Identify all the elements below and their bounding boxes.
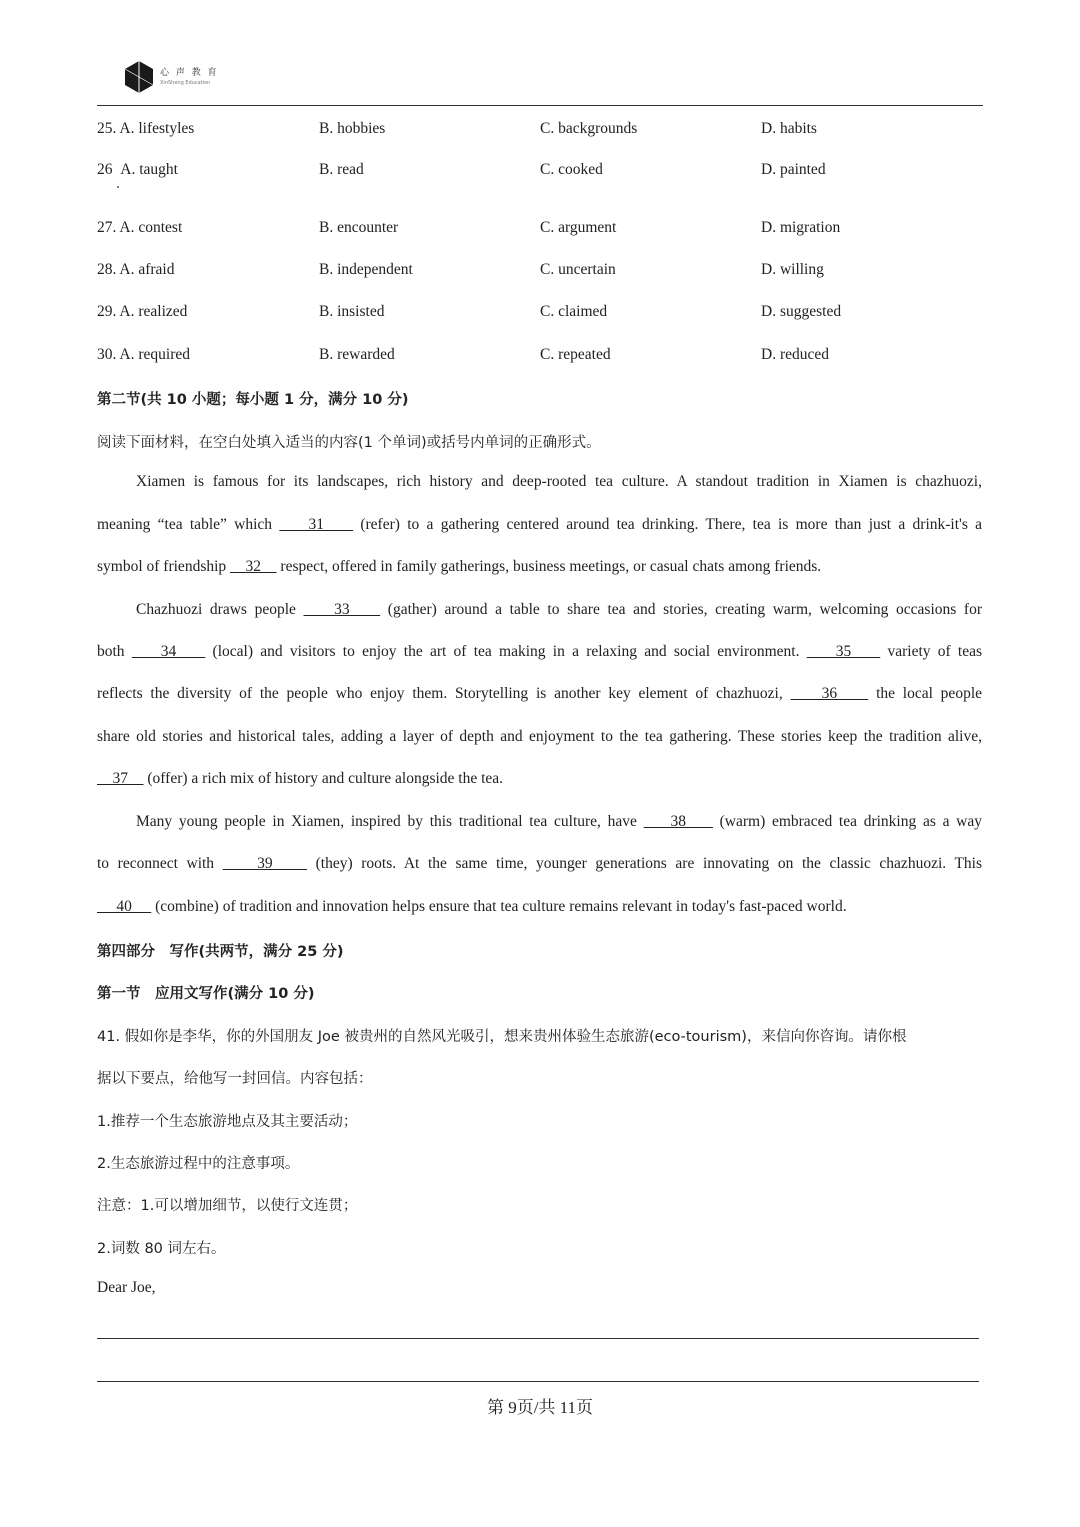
option-d: D. painted <box>761 161 826 178</box>
question-number: 30. <box>97 346 117 363</box>
header-rule <box>97 105 983 106</box>
question-number: 29. <box>97 303 117 320</box>
option-c: C. uncertain <box>540 261 616 278</box>
option-c: C. claimed <box>540 303 608 320</box>
note-line-2: 2.词数 80 词左右。 <box>97 1241 226 1257</box>
logo-hexagon-icon <box>124 60 154 94</box>
option-b: B. rewarded <box>319 346 395 363</box>
logo-en-text: XinSheng Education <box>160 79 211 86</box>
blank-38[interactable]: 38 <box>643 813 713 830</box>
question-41-line2: 据以下要点，给他写一封回信。内容包括： <box>97 1071 373 1087</box>
passage-line: Many young people in Xiamen, inspired by this traditional tea culture, have 38 (warm) embraced tea drinking as a way <box>136 813 983 830</box>
part4-title: 第四部分 写作(共两节，满分 25 分) <box>97 944 344 960</box>
blank-32[interactable]: 32 <box>230 558 277 575</box>
writing-line[interactable] <box>97 1338 979 1339</box>
option-a: A. lifestyles <box>119 120 195 137</box>
option-c: C. cooked <box>540 161 603 178</box>
option-d: D. willing <box>761 261 824 278</box>
part4-section1-title: 第一节 应用文写作(满分 10 分) <box>97 986 315 1002</box>
option-b: B. hobbies <box>319 120 386 137</box>
option-a: A. realized <box>119 303 188 320</box>
option-c: C. repeated <box>540 346 611 363</box>
option-row-27 <box>97 219 983 239</box>
section2-instruction: 阅读下面材料，在空白处填入适当的内容(1 个单词)或括号内单词的正确形式。 <box>97 435 601 451</box>
footer-rule <box>97 1381 979 1382</box>
passage-line: to reconnect with 39 (they) roots. At the same time, younger generations are innovating on the classic chazhuozi. This <box>97 855 983 872</box>
option-d: D. reduced <box>761 346 829 363</box>
passage-line: 40 (combine) of tradition and innovation helps ensure that tea culture remains relevant in today's fast-paced world. <box>97 898 847 915</box>
section2-title: 第二节(共 10 小题；每小题 1 分，满分 10 分) <box>97 392 409 408</box>
blank-37[interactable]: 37 <box>97 770 144 787</box>
option-row-28 <box>97 261 983 281</box>
passage-line: share old stories and historical tales, adding a layer of depth and enjoyment to the tea gathering. These stories keep the tradition alive, <box>97 728 982 745</box>
option-a: A. taught <box>120 161 178 178</box>
blank-33[interactable]: 33 <box>303 601 381 618</box>
scan-speck <box>117 186 119 188</box>
question-number: 25. <box>97 120 117 137</box>
option-d: D. migration <box>761 219 841 236</box>
question-41-line1: 41. 假如你是李华，你的外国朋友 Joe 被贵州的自然风光吸引，想来贵州体验生态旅游(eco-tourism)，来信向你咨询。请你根 <box>97 1029 907 1045</box>
passage-line: 37 (offer) a rich mix of history and culture alongside the tea. <box>97 770 504 787</box>
header-logo <box>124 58 219 96</box>
blank-40[interactable]: 40 <box>97 898 152 915</box>
option-a: A. afraid <box>119 261 175 278</box>
requirement-point-1: 1.推荐一个生态旅游地点及其主要活动； <box>97 1114 358 1130</box>
blank-35[interactable]: 35 <box>806 643 881 660</box>
option-c: C. argument <box>540 219 617 236</box>
passage-line: Chazhuozi draws people 33 (gather) around a table to share tea and stories, creating warm, welcoming occasions for <box>136 601 982 618</box>
letter-greeting: Dear Joe, <box>97 1279 156 1296</box>
option-b: B. encounter <box>319 219 399 236</box>
blank-36[interactable]: 36 <box>790 685 869 702</box>
blank-34[interactable]: 34 <box>131 643 206 660</box>
option-b: B. read <box>319 161 364 178</box>
option-b: B. insisted <box>319 303 385 320</box>
requirement-point-2: 2.生态旅游过程中的注意事项。 <box>97 1156 300 1172</box>
blank-39[interactable]: 39 <box>222 855 308 872</box>
option-a: A. required <box>119 346 190 363</box>
question-number: 26 <box>97 161 113 178</box>
option-d: D. suggested <box>761 303 842 320</box>
passage-line: symbol of friendship 32 respect, offered in family gatherings, business meetings, or casual chats among friends. <box>97 558 822 575</box>
page-number: 第 9页/共 11页 <box>486 1398 594 1417</box>
logo-cn-text: 心 声 教 育 <box>160 67 219 78</box>
option-b: B. independent <box>319 261 413 278</box>
question-number: 28. <box>97 261 117 278</box>
option-row-25 <box>97 120 983 140</box>
passage-line: Xiamen is famous for its landscapes, rich history and deep-rooted tea culture. A standout tradition in Xiamen is chazhuozi, <box>136 473 982 490</box>
option-d: D. habits <box>761 120 817 137</box>
option-row-30 <box>97 346 983 366</box>
option-row-29 <box>97 303 983 323</box>
blank-31[interactable]: 31 <box>279 516 354 533</box>
passage-line: both 34 (local) and visitors to enjoy the art of tea making in a relaxing and social environment. 35 variety of teas <box>97 643 983 660</box>
option-a: A. contest <box>119 219 183 236</box>
note-line-1: 注意：1.可以增加细节，以使行文连贯； <box>97 1198 358 1214</box>
passage-line: reflects the diversity of the people who enjoy them. Storytelling is another key element of chazhuozi, 36 the local people <box>97 685 983 702</box>
option-c: C. backgrounds <box>540 120 638 137</box>
passage-line: meaning “tea table” which 31 (refer) to a gathering centered around tea drinking. There, tea is more than just a drink-it's a <box>97 516 983 533</box>
option-row-26 <box>97 161 983 181</box>
question-number: 27. <box>97 219 117 236</box>
